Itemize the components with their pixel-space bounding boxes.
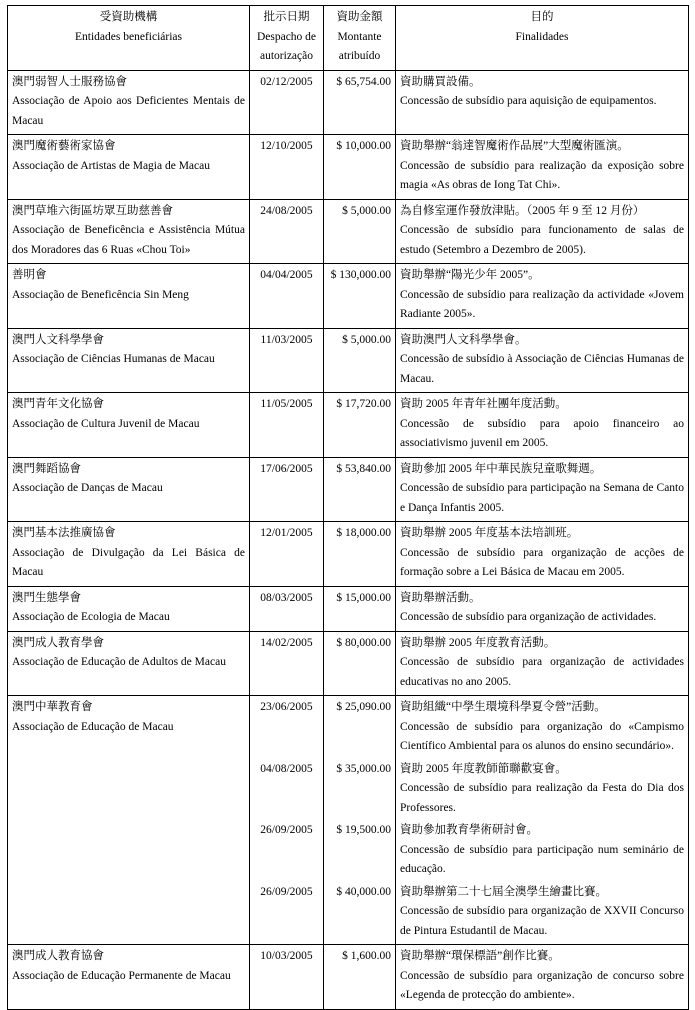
authorization-date: 17/06/2005 — [250, 457, 324, 522]
purpose-zh: 為自修室運作發放津貼。（2005 年 9 至 12 月份） — [400, 204, 645, 217]
entity-cell — [8, 328, 250, 393]
header-date-pt: Despacho de autorização — [256, 30, 317, 62]
header-cell-entities — [8, 6, 250, 71]
authorization-date: 11/03/2005 — [250, 328, 324, 393]
purpose-pt: Concessão de subsídio para funcionamento de salas de estudo (Setembro a Dezembro de 2005). — [400, 224, 684, 256]
authorization-date: 26/09/2005 — [250, 883, 324, 945]
table-row — [8, 457, 689, 522]
amount-granted: $ 35,000.00 — [324, 760, 396, 822]
header-purpose-pt: Finalidades — [515, 30, 569, 43]
purpose-pt: Concessão de subsídio para realização da exposição sobre magia «As obras de Iong Tat Chi». — [400, 159, 684, 191]
amount-granted: $ 17,720.00 — [324, 393, 396, 458]
authorization-date: 04/08/2005 — [250, 760, 324, 822]
table-row — [8, 522, 689, 587]
entity-name-zh: 澳門基本法推廣協會 — [12, 527, 116, 539]
entity-cell — [8, 199, 250, 264]
entity-name-zh: 澳門人文科學學會 — [12, 333, 104, 346]
purpose-cell — [396, 945, 689, 1010]
purpose-pt: Concessão de subsídio para organização de XXVII Concurso de Pintura Estudantil de Macau. — [400, 905, 684, 937]
entity-name-pt: Associação de Ecologia de Macau — [12, 611, 170, 623]
entity-name-pt: Associação de Beneficência Sin Meng — [12, 288, 189, 301]
amount-granted: $ 15,000.00 — [324, 586, 396, 631]
authorization-date: 08/03/2005 — [250, 586, 324, 631]
entity-name-pt: Associação de Cultura Juvenil de Macau — [12, 417, 200, 430]
purpose-zh: 資助參加教育學術研討會。 — [400, 824, 538, 836]
purpose-cell — [396, 883, 689, 945]
purpose-zh: 資助舉辦“陽光少年 2005”。 — [400, 269, 540, 281]
purpose-cell — [396, 393, 689, 458]
entity-name-zh: 澳門中華教育會 — [12, 701, 93, 713]
purpose-pt: Concessão de subsídio para organização do «Campismo Científico Ambiental para os alunos do ensino secundário». — [400, 720, 684, 752]
authorization-date: 26/09/2005 — [250, 821, 324, 883]
entity-cell — [8, 264, 250, 329]
purpose-pt: Concessão de subsídio à Associação de Ciências Humanas de Macau. — [400, 353, 684, 385]
table-row — [8, 586, 689, 631]
purpose-cell — [396, 522, 689, 587]
purpose-pt: Concessão de subsídio para organização de actividades. — [400, 611, 657, 623]
purpose-pt: Concessão de subsídio para organização de concurso sobre «Legenda de protecção do ambiente». — [400, 969, 684, 1001]
entity-name-zh: 澳門魔術藝術家協會 — [12, 140, 116, 152]
header-cell-amount — [324, 6, 396, 71]
purpose-pt: Concessão de subsídio para realização da actividade «Jovem Radiante 2005». — [400, 288, 684, 320]
header-amount-pt: Montante atribuído — [337, 30, 382, 62]
entity-name-zh: 澳門弱智人士服務協會 — [12, 75, 127, 88]
table-row — [8, 631, 689, 696]
purpose-cell — [396, 631, 689, 696]
entity-cell — [8, 457, 250, 522]
authorization-date: 12/10/2005 — [250, 135, 324, 200]
purpose-zh: 資助 2005 年青年社團年度活動。 — [400, 398, 567, 410]
purpose-cell — [396, 821, 689, 883]
purpose-zh: 資助澳門人文科學學會。 — [400, 333, 527, 346]
entity-cell — [8, 522, 250, 587]
entity-name-pt: Associação de Artistas de Magia de Macau — [12, 159, 210, 172]
subsidy-table — [7, 5, 689, 1010]
purpose-zh: 資助舉辦“環保標語”創作比賽。 — [400, 950, 560, 962]
entity-name-pt: Associação de Educação de Adultos de Macau — [12, 656, 226, 668]
entity-name-zh: 澳門成人教育學會 — [12, 636, 104, 649]
purpose-cell — [396, 328, 689, 393]
purpose-cell — [396, 696, 689, 760]
purpose-zh: 資助舉辦第二十七屆全澳學生繪畫比賽。 — [400, 885, 607, 898]
entity-cell — [8, 70, 250, 135]
table-row — [8, 393, 689, 458]
purpose-zh: 資助參加 2005 年中華民族兒童歌舞週。 — [400, 462, 602, 475]
purpose-cell — [396, 457, 689, 522]
authorization-date: 02/12/2005 — [250, 70, 324, 135]
header-cell-purpose — [396, 6, 689, 71]
authorization-date: 23/06/2005 — [250, 696, 324, 760]
purpose-zh: 資助舉辦 2005 年度基本法培訓班。 — [400, 527, 579, 539]
purpose-cell — [396, 199, 689, 264]
table-row — [8, 70, 689, 135]
authorization-date: 04/04/2005 — [250, 264, 324, 329]
header-row — [8, 6, 689, 71]
header-cell-date — [250, 6, 324, 71]
entity-name-pt: Associação de Ciências Humanas de Macau — [12, 353, 215, 365]
entity-name-zh: 澳門草堆六街區坊眾互助慈善會 — [12, 204, 173, 217]
purpose-pt: Concessão de subsídio para apoio financeiro ao associativismo juvenil em 2005. — [400, 417, 684, 449]
entity-cell — [8, 135, 250, 200]
purpose-cell — [396, 586, 689, 631]
amount-granted: $ 5,000.00 — [324, 328, 396, 393]
header-purpose-zh: 目的 — [530, 11, 554, 23]
table-row — [8, 199, 689, 264]
entity-name-zh: 澳門舞蹈協會 — [12, 462, 81, 475]
amount-granted: $ 10,000.00 — [324, 135, 396, 200]
purpose-cell — [396, 135, 689, 200]
entity-name-zh: 善明會 — [12, 269, 47, 281]
purpose-zh: 資助購買設備。 — [400, 75, 481, 88]
amount-granted: $ 5,000.00 — [324, 199, 396, 264]
purpose-zh: 資助舉辦活動。 — [400, 591, 481, 604]
amount-granted: $ 65,754.00 — [324, 70, 396, 135]
purpose-pt: Concessão de subsídio para realização da Festa do Dia dos Professores. — [400, 782, 684, 814]
table-row — [8, 328, 689, 393]
purpose-pt: Concessão de subsídio para organização de actividades educativas no ano 2005. — [400, 656, 684, 688]
table-body — [8, 70, 689, 1009]
amount-granted: $ 53,840.00 — [324, 457, 396, 522]
entity-cell — [8, 393, 250, 458]
purpose-pt: Concessão de subsídio para participação na Semana de Canto e Dança Infantis 2005. — [400, 482, 684, 514]
entity-cell — [8, 631, 250, 696]
entity-name-zh: 澳門青年文化協會 — [12, 398, 104, 410]
table-row — [8, 264, 689, 329]
document-page — [7, 5, 688, 1010]
header-entities-zh: 受資助機構 — [99, 11, 158, 23]
authorization-date: 24/08/2005 — [250, 199, 324, 264]
table-row — [8, 945, 689, 1010]
amount-granted: $ 130,000.00 — [324, 264, 396, 329]
entity-name-pt: Associação de Beneficência e Assistência Mútua dos Moradores das 6 Ruas «Chou Toi» — [12, 224, 245, 256]
table-row — [8, 135, 689, 200]
authorization-date: 12/01/2005 — [250, 522, 324, 587]
authorization-date: 11/05/2005 — [250, 393, 324, 458]
entity-name-pt: Associação de Educação de Macau — [12, 720, 174, 733]
header-amount-zh: 資助金額 — [336, 11, 383, 23]
purpose-zh: 資助舉辦 2005 年度教育活動。 — [400, 636, 556, 649]
table-header — [8, 6, 689, 71]
entity-cell — [8, 696, 250, 945]
amount-granted: $ 18,000.00 — [324, 522, 396, 587]
amount-granted: $ 19,500.00 — [324, 821, 396, 883]
purpose-cell — [396, 264, 689, 329]
entity-cell — [8, 586, 250, 631]
entity-name-zh: 澳門成人教育協會 — [12, 950, 104, 962]
header-date-zh: 批示日期 — [263, 11, 310, 23]
purpose-zh: 資助 2005 年度教師節聯歡宴會。 — [400, 762, 567, 775]
entity-cell — [8, 945, 250, 1010]
amount-granted: $ 80,000.00 — [324, 631, 396, 696]
table-row — [8, 696, 689, 760]
entity-name-pt: Associação de Apoio aos Deficientes Mentais de Macau — [12, 95, 245, 127]
authorization-date: 10/03/2005 — [250, 945, 324, 1010]
purpose-zh: 資助舉辦“翁達智魔術作品展”大型魔術匯演。 — [400, 140, 629, 152]
amount-granted: $ 1,600.00 — [324, 945, 396, 1010]
entity-name-pt: Associação de Divulgação da Lei Básica de Macau — [12, 546, 245, 578]
entity-name-zh: 澳門生態學會 — [12, 591, 81, 604]
purpose-pt: Concessão de subsídio para aquisição de equipamentos. — [400, 95, 657, 107]
amount-granted: $ 40,000.00 — [324, 883, 396, 945]
header-entities-pt: Entidades beneficiárias — [75, 30, 182, 43]
authorization-date: 14/02/2005 — [250, 631, 324, 696]
entity-name-pt: Associação de Danças de Macau — [12, 482, 163, 494]
purpose-zh: 資助組織“中學生環境科學夏令營”活動。 — [400, 701, 606, 713]
amount-granted: $ 25,090.00 — [324, 696, 396, 760]
entity-name-pt: Associação de Educação Permanente de Macau — [12, 969, 231, 982]
purpose-pt: Concessão de subsídio para organização de acções de formação sobre a Lei Básica de Macau em 2005. — [400, 546, 684, 578]
purpose-pt: Concessão de subsídio para participação num seminário de educação. — [400, 843, 684, 875]
purpose-cell — [396, 760, 689, 822]
purpose-cell — [396, 70, 689, 135]
